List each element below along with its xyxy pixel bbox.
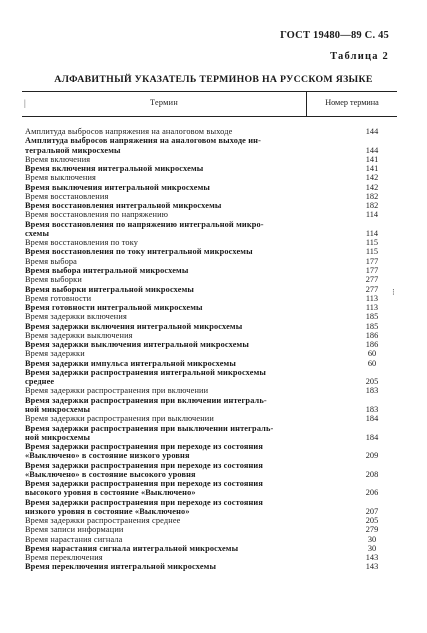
standard-page-header: ГОСТ 19480—89 С. 45 — [280, 30, 389, 41]
table-row — [25, 553, 397, 562]
term-text: Время задержки выключения интегральной микросхемы — [25, 340, 249, 350]
term-text: Время включения — [25, 154, 91, 164]
table-row — [25, 164, 397, 173]
term-text: схемы — [25, 228, 50, 238]
term-number: 277 — [365, 275, 379, 285]
term-number: 142 — [365, 182, 379, 192]
table-row — [25, 516, 397, 525]
term-text: Время задержки распространения при переходе из состояния — [25, 479, 264, 489]
term-text: Время выключения интегральной микросхемы — [25, 182, 210, 192]
term-text: Время задержки импульса интегральной микросхемы — [25, 358, 236, 368]
table-row — [25, 201, 397, 210]
term-text: Амплитуда выбросов напряжения на аналоговом выходе ин- — [25, 136, 262, 146]
term-number: 177 — [365, 256, 379, 266]
table-header — [22, 91, 397, 117]
term-text: Амплитуда выбросов напряжения на аналоговом выходе — [25, 127, 233, 136]
table-row — [25, 257, 397, 266]
table-row — [25, 461, 397, 470]
term-text: ной микросхемы — [25, 404, 91, 414]
term-text: Время выбора интегральной микросхемы — [25, 265, 189, 275]
term-text: «Выключено» в состояние высокого уровня — [25, 469, 196, 479]
scan-mark: | — [24, 98, 26, 108]
table-row — [25, 285, 397, 294]
term-number: 205 — [365, 377, 379, 387]
term-number: 185 — [365, 312, 379, 322]
term-text: Время готовности интегральной микросхемы — [25, 303, 203, 313]
term-number: 113 — [365, 293, 379, 303]
term-number: 206 — [365, 488, 379, 498]
term-text: Время задержки распространения интегральной микросхемы — [25, 367, 267, 377]
table-row — [25, 275, 397, 284]
table-row — [25, 312, 397, 321]
table-row — [25, 414, 397, 423]
term-index-list — [25, 127, 397, 572]
table-row — [25, 451, 397, 460]
term-number: 114 — [365, 210, 379, 220]
term-text: Время выбора — [25, 256, 77, 266]
table-row — [25, 210, 397, 219]
term-number: 182 — [365, 191, 379, 201]
table-row — [25, 349, 397, 358]
table-row — [25, 136, 397, 145]
scan-mark: ⁝ — [392, 287, 395, 297]
term-number: 115 — [365, 247, 379, 257]
term-text: Время задержки распространения при переходе из состояния — [25, 497, 264, 507]
term-number: 60 — [367, 358, 377, 368]
table-row — [25, 396, 397, 405]
term-text: Время восстановления по току — [25, 238, 139, 248]
table-row — [25, 433, 397, 442]
table-row — [25, 238, 397, 247]
term-text: Время выключения — [25, 173, 97, 183]
term-text: «Выключено» в состояние низкого уровня — [25, 451, 190, 461]
term-number: 60 — [367, 349, 377, 359]
term-number: 277 — [365, 284, 379, 294]
term-text: Время записи информации — [25, 525, 124, 535]
term-text: Время задержки выключения — [25, 330, 133, 340]
table-row — [25, 303, 397, 312]
term-text: среднее — [25, 377, 55, 387]
term-number: 182 — [365, 201, 379, 211]
term-text: Время задержки распространения при выключении — [25, 414, 214, 424]
term-text: Время включения интегральной микросхемы — [25, 164, 204, 174]
table-row — [25, 331, 397, 340]
term-number: 143 — [365, 553, 379, 563]
table-row — [25, 562, 397, 571]
table-row — [25, 488, 397, 497]
term-text: Время выборки — [25, 275, 82, 285]
term-number: 183 — [365, 386, 379, 396]
table-row — [25, 405, 397, 414]
term-text: Время нарастания сигнала — [25, 534, 123, 544]
term-text: Время задержки включения — [25, 312, 127, 322]
term-text: Время задержки — [25, 349, 85, 359]
table-row — [25, 442, 397, 451]
term-number: 144 — [365, 145, 379, 155]
term-number: 205 — [365, 516, 379, 526]
term-number: 186 — [365, 340, 379, 350]
term-number: 141 — [365, 164, 379, 174]
term-text: Время восстановления по току интегральной микросхемы — [25, 247, 253, 257]
table-label: Таблица 2 — [330, 51, 389, 62]
term-number: 144 — [365, 127, 379, 136]
table-row — [25, 127, 397, 136]
term-text: Время задержки распространения среднее — [25, 516, 181, 526]
table-row — [25, 229, 397, 238]
term-text: Время переключения интегральной микросхемы — [25, 562, 217, 572]
term-number: 30 — [367, 543, 377, 553]
table-row — [25, 479, 397, 488]
term-number: 183 — [365, 404, 379, 414]
term-number: 113 — [365, 303, 379, 313]
table-row — [25, 247, 397, 256]
term-text: Время восстановления интегральной микросхемы — [25, 201, 222, 211]
term-number: 279 — [365, 525, 379, 535]
term-text: Время переключения — [25, 553, 103, 563]
table-row — [25, 192, 397, 201]
term-number: 115 — [365, 238, 379, 248]
term-text: Время восстановления — [25, 191, 109, 201]
table-row — [25, 173, 397, 182]
term-text: Время восстановления по напряжению интегральной микро- — [25, 219, 264, 229]
table-row — [25, 322, 397, 331]
table-row — [25, 266, 397, 275]
table-row — [25, 155, 397, 164]
term-text: высокого уровня в состояние «Выключено» — [25, 488, 196, 498]
term-text: низкого уровня в состояние «Выключено» — [25, 506, 190, 516]
table-row — [25, 470, 397, 479]
term-number: 186 — [365, 330, 379, 340]
column-header-number: Номер термина — [325, 98, 379, 107]
term-text: Время выборки интегральной микросхемы — [25, 284, 195, 294]
index-title: АЛФАВИТНЫЙ УКАЗАТЕЛЬ ТЕРМИНОВ НА РУССКОМ ЯЗЫКЕ — [54, 74, 373, 85]
table-row — [25, 535, 397, 544]
table-row — [25, 525, 397, 534]
term-text: Время восстановления по напряжению — [25, 210, 169, 220]
term-number: 184 — [365, 432, 379, 442]
term-text: ной микросхемы — [25, 432, 91, 442]
column-header-terms: Термин — [149, 98, 179, 107]
term-text: Время готовности — [25, 293, 92, 303]
term-number: 141 — [365, 154, 379, 164]
table-row — [25, 498, 397, 507]
term-number: 184 — [365, 414, 379, 424]
table-row — [25, 368, 397, 377]
term-number: 30 — [367, 534, 377, 544]
term-number: 114 — [365, 228, 379, 238]
term-text: Время задержки распространения при переходе из состояния — [25, 442, 264, 452]
table-row — [25, 544, 397, 553]
term-text: Время задержки распространения при включении интеграль- — [25, 395, 267, 405]
term-number: 143 — [365, 562, 379, 572]
table-row — [25, 359, 397, 368]
term-text: Время нарастания сигнала интегральной микросхемы — [25, 543, 239, 553]
term-number: 177 — [365, 265, 379, 275]
table-row — [25, 340, 397, 349]
term-number: 208 — [365, 469, 379, 479]
table-row — [25, 377, 397, 386]
term-number: 142 — [365, 173, 379, 183]
term-text: Время задержки распространения при включении — [25, 386, 209, 396]
table-row — [25, 424, 397, 433]
term-text: тегральной микросхемы — [25, 145, 121, 155]
table-row — [25, 183, 397, 192]
table-row — [25, 294, 397, 303]
table-row — [25, 386, 397, 395]
table-row — [25, 146, 397, 155]
table-row — [25, 220, 397, 229]
term-text: Время задержки включения интегральной микросхемы — [25, 321, 243, 331]
term-text: Время задержки распространения при переходе из состояния — [25, 460, 264, 470]
term-text: Время задержки распространения при выключении интеграль- — [25, 423, 274, 433]
term-number: 207 — [365, 506, 379, 516]
table-row — [25, 507, 397, 516]
term-number: 209 — [365, 451, 379, 461]
term-number: 185 — [365, 321, 379, 331]
